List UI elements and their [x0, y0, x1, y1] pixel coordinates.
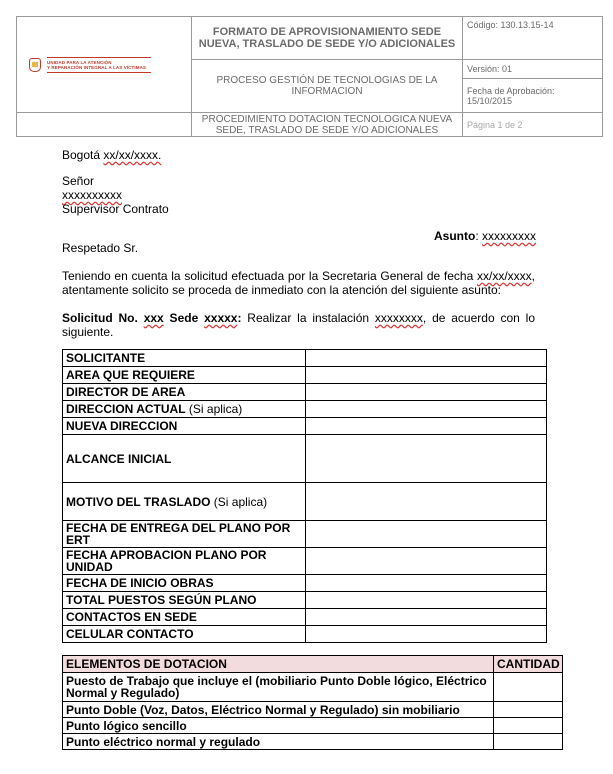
dotacion-quantity[interactable]	[494, 702, 563, 718]
approval-date: 15/10/2015	[467, 95, 513, 106]
info-label-text: AREA QUE REQUIERE	[66, 368, 195, 382]
info-row-value[interactable]	[306, 609, 547, 626]
form-title: FORMATO DE APROVISIONAMIENTO SEDE NUEVA, TRASLADO DE SEDE Y/O ADICIONALES	[192, 17, 463, 60]
dotacion-row	[63, 718, 563, 734]
info-row	[63, 592, 547, 609]
info-row-label	[63, 592, 306, 609]
city-date-line	[62, 149, 161, 162]
info-label-suffix: (Si aplica)	[185, 402, 243, 416]
info-row-label	[63, 548, 306, 575]
request-sede: xxxxx	[204, 311, 238, 325]
info-label-text: TOTAL PUESTOS SEGÚN PLANO	[66, 593, 257, 607]
info-row-label	[63, 367, 306, 384]
dotacion-row	[63, 702, 563, 718]
form-code: Código: 130.13.15-14	[463, 17, 603, 60]
recipient-name	[62, 189, 122, 202]
info-label-text: DIRECTOR DE AREA	[66, 385, 186, 399]
dotacion-quantity[interactable]	[494, 718, 563, 734]
request-text-b: , de acuerdo con lo siguiente.	[62, 311, 535, 339]
info-label-text: SOLICITANTE	[66, 351, 146, 365]
info-row	[63, 483, 547, 521]
organization-logo	[21, 17, 187, 112]
info-row-label	[63, 609, 306, 626]
info-row-label	[63, 350, 306, 367]
info-label-suffix: (Si aplica)	[210, 494, 268, 509]
info-row-label	[63, 483, 306, 521]
request-colon: :	[237, 311, 242, 325]
info-label-text: CELULAR CONTACTO	[66, 627, 194, 641]
dotacion-quantity[interactable]	[494, 673, 563, 702]
info-row-value[interactable]	[306, 548, 547, 575]
request-number: xxx	[143, 311, 164, 325]
info-row-value[interactable]	[306, 418, 547, 435]
dotacion-row	[63, 734, 563, 750]
info-row-label	[63, 384, 306, 401]
recipient-name-value: xxxxxxxxxx	[62, 188, 122, 202]
intro-date: xx/xx/xxxx	[476, 269, 532, 283]
approval-label: Fecha de Aprobación:	[467, 85, 555, 96]
info-row-value[interactable]	[306, 384, 547, 401]
info-row-label	[63, 435, 306, 483]
info-label-text: MOTIVO DEL TRASLADO	[66, 494, 211, 509]
request-paragraph	[62, 311, 535, 339]
info-label-text: FECHA APROBACION PLANO POR UNIDAD	[66, 548, 267, 574]
intro-text-b: , atentamente solicito se proceda de inmediato con la atención del siguiente asunto:	[62, 269, 535, 297]
subject-line	[434, 230, 536, 243]
dotacion-element: Puesto de Trabajo que incluye el (mobiliario Punto Doble lógico, Eléctrico Normal y Regulado)	[63, 673, 494, 702]
info-row	[63, 418, 547, 435]
info-row-value[interactable]	[306, 350, 547, 367]
info-label-text: DIRECCION ACTUAL	[66, 402, 186, 416]
subject-value: xxxxxxxxx	[482, 229, 536, 243]
info-label-text: FECHA DE ENTREGA DEL PLANO POR ERT	[66, 521, 291, 547]
seal-icon	[29, 58, 41, 72]
info-row	[63, 575, 547, 592]
dotacion-element: Punto lógico sencillo	[63, 718, 494, 734]
info-row	[63, 609, 547, 626]
request-label: Solicitud No.	[62, 311, 144, 325]
request-text-a: Realizar la instalación	[241, 311, 375, 325]
info-row-label	[63, 418, 306, 435]
dotacion-row	[63, 673, 563, 702]
salutation-title: Señor	[62, 174, 95, 188]
process-name: PROCESO GESTIÓN DE TECNOLOGIAS DE LA INFORMACION	[192, 60, 463, 113]
info-row	[63, 435, 547, 483]
dotacion-quantity[interactable]	[494, 734, 563, 750]
request-placeholder: xxxxxxxx	[374, 311, 423, 325]
city: Bogotá	[62, 148, 104, 162]
intro-text-a: Teniendo en cuenta la solicitud efectuada por la Secretaria General de fecha	[62, 269, 477, 283]
dotacion-header-row	[63, 656, 563, 673]
letter-date: xx/xx/xxxx.	[103, 148, 162, 162]
dotacion-col-element: ELEMENTOS DE DOTACION	[63, 656, 494, 673]
page-number: Página 1 de 2	[463, 113, 603, 137]
info-row	[63, 384, 547, 401]
info-row-value[interactable]	[306, 592, 547, 609]
greeting: Respetado Sr.	[62, 241, 139, 255]
dotacion-table	[62, 655, 563, 750]
dotacion-element: Punto eléctrico normal y regulado	[63, 734, 494, 750]
info-row	[63, 521, 547, 548]
info-row-value[interactable]	[306, 575, 547, 592]
info-row	[63, 401, 547, 418]
document-header	[16, 16, 603, 137]
info-row	[63, 350, 547, 367]
info-row-value[interactable]	[306, 521, 547, 548]
info-label-text: ALCANCE INICIAL	[66, 451, 172, 466]
subject-label: Asunto	[434, 229, 476, 243]
info-label-text: NUEVA DIRECCION	[66, 419, 178, 433]
intro-paragraph	[62, 269, 535, 297]
info-row-value[interactable]	[306, 401, 547, 418]
info-row	[63, 626, 547, 643]
logo-text-line2: Y REPARACIÓN INTEGRAL A LAS VÍCTIMAS	[47, 64, 147, 70]
subject-separator: :	[475, 229, 482, 243]
form-version: Versión: 01	[463, 60, 603, 79]
info-row-label	[63, 626, 306, 643]
info-row	[63, 367, 547, 384]
info-row-value[interactable]	[306, 626, 547, 643]
dotacion-element: Punto Doble (Voz, Datos, Eléctrico Normal y Regulado) sin mobiliario	[63, 702, 494, 718]
request-info-table	[62, 349, 547, 643]
logo-cell-bottom	[17, 113, 192, 137]
logo-cell	[17, 17, 192, 113]
logo-text-line1: UNIDAD PARA LA ATENCIÓN	[47, 59, 112, 65]
dotacion-col-quantity: CANTIDAD	[494, 656, 563, 673]
info-row-label	[63, 401, 306, 418]
info-row-value[interactable]	[306, 435, 547, 483]
request-sede-label: Sede	[163, 311, 205, 325]
info-row-value[interactable]	[306, 483, 547, 521]
info-label-text: CONTACTOS EN SEDE	[66, 610, 197, 624]
procedure-name: PROCEDIMIENTO DOTACION TECNOLOGICA NUEVA SEDE, TRASLADO DE SEDE Y/O ADICIONALES	[192, 113, 463, 137]
info-label-text: FECHA DE INICIO OBRAS	[66, 576, 214, 590]
info-row-value[interactable]	[306, 367, 547, 384]
approval-date-cell	[463, 79, 603, 113]
info-row-label	[63, 575, 306, 592]
recipient-role: Supervisor Contrato	[62, 202, 169, 216]
info-row	[63, 548, 547, 575]
info-row-label	[63, 521, 306, 548]
